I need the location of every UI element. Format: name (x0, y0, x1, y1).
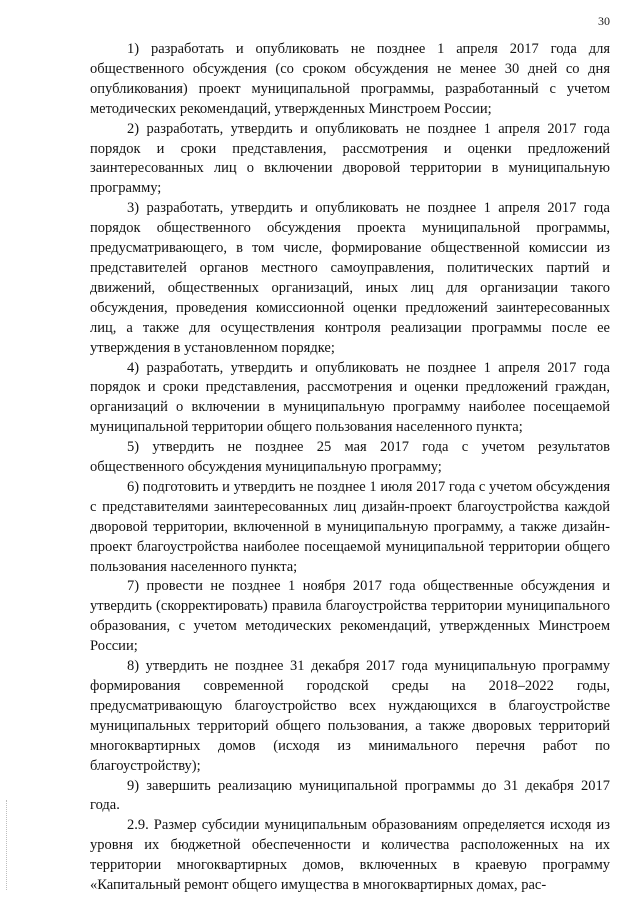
paragraph-item-2: 2) разработать, утвердить и опубликовать не позднее 1 апреля 2017 года порядок и сроки представления, рассмотрения и оценки предложений заинтересованных лиц о включении дворовой территории в муниципальную программу; (90, 120, 610, 197)
paragraph-item-1: 1) разработать и опубликовать не позднее 1 апреля 2017 года для общественного обсуждения (со сроком обсуждения не менее 30 дней со дня опубликования) проект муниципальной программы, разработанный с учетом методических рекомендаций, утвержденных Минстроем России; (90, 41, 610, 117)
paragraph-item-8: 8) утвердить не позднее 31 декабря 2017 года муниципальную программу формирования современной городской среды на 2018–2022 годы, предусматривающую благоустройство всех нуждающихся в благоустройстве муниципальных территорий общего пользования, а также дворовых территорий многоквартирных домов (исходя из минимального перечня работ по благоустройству); (90, 658, 610, 774)
paragraph-item-4: 4) разработать, утвердить и опубликовать не позднее 1 апреля 2017 года порядок и сроки представления, рассмотрения и оценки предложений граждан, организаций о включении в муниципальную программу наиболее посещаемой муниципальной территории общего пользования населенного пункта; (90, 359, 610, 436)
paragraph-section-2-9: 2.9. Размер субсидии муниципальным образованиям определяется исходя из уровня их бюджетной обеспеченности и количества расположенных на их территории многоквартирных домов, включенных в краевую программу «Капитальный ремонт общего имущества в многоквартирных домах, рас- (90, 817, 610, 894)
paragraph-item-3: 3) разработать, утвердить и опубликовать не позднее 1 апреля 2017 года порядок общественного обсуждения проекта муниципальной программы, предусматривающего, в том числе, формирование общественной комиссии из представителей органов местного самоуправления, политических партий и движений, общественных организаций, иных лиц для организации такого обсуждения, проведения комиссионной оценки предложений заинтересованных лиц, а также для осуществления контроля реализации программы после ее утверждения в установленном порядке; (90, 200, 610, 356)
scan-margin-marks (6, 800, 9, 890)
document-body (90, 40, 610, 896)
paragraph-item-9: 9) завершить реализацию муниципальной программы до 31 декабря 2017 года. (90, 777, 610, 814)
paragraph-item-7: 7) провести не позднее 1 ноября 2017 года общественные обсуждения и утвердить (скорректировать) правила благоустройства территории муниципального образования, с учетом методических рекомендаций, утвержденных Минстроем России; (90, 578, 610, 655)
paragraph-item-5: 5) утвердить не позднее 25 мая 2017 года с учетом результатов общественного обсуждения муниципальную программу; (90, 439, 610, 476)
paragraph-item-6: 6) подготовить и утвердить не позднее 1 июля 2017 года с учетом обсуждения с представителями заинтересованных лиц дизайн-проект благоустройства каждой дворовой территории, включенной в муниципальную программу, а также дизайн-проект благоустройства наиболее посещаемой муниципальной территории общего пользования населенного пункта; (90, 478, 610, 575)
page-number: 30 (598, 14, 610, 28)
